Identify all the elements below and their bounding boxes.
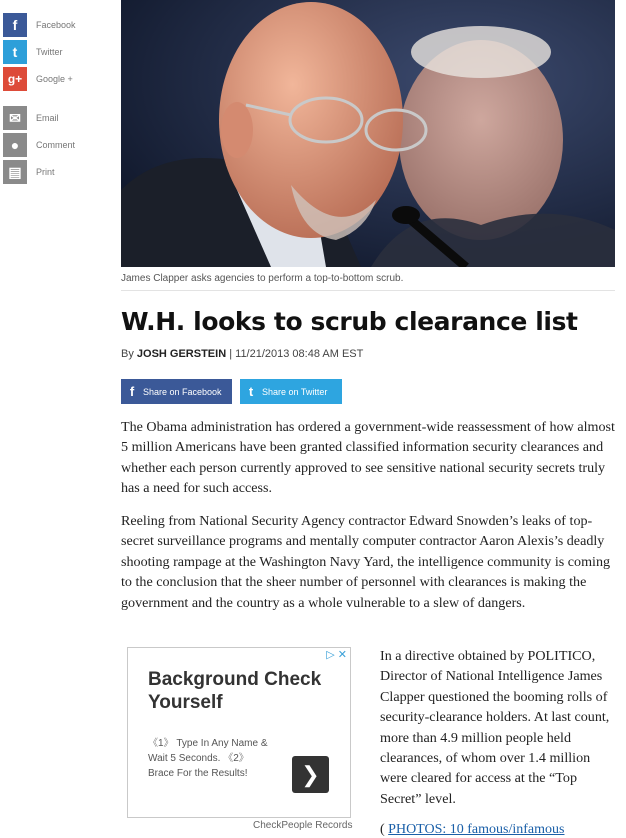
photo-illustration	[121, 0, 615, 267]
article-paragraph: In a directive obtained by POLITICO, Director of National Intelligence James Clapper questioned the booming rolls of security-clearance holders. At last count, more than 4.9 million people held clearances, of whom over 1.4 million were cleared for access at the “Top Secret” level.	[380, 648, 610, 807]
email-icon: ✉	[3, 106, 27, 130]
google-plus-icon: g+	[3, 67, 27, 91]
facebook-icon: f	[3, 13, 27, 37]
share-rail-facebook[interactable]	[3, 13, 76, 37]
share-rail-label: Print	[36, 167, 55, 177]
article-photo	[121, 0, 615, 267]
author-name[interactable]: JOSH GERSTEIN	[136, 348, 227, 360]
comment-icon: ●	[3, 133, 27, 157]
share-rail-google-plus[interactable]	[3, 67, 73, 91]
photos-link-text[interactable]: PHOTOS: 10 famous/infamous	[388, 822, 565, 837]
share-rail-comment[interactable]	[3, 133, 75, 157]
ad-source[interactable]: CheckPeople Records	[253, 820, 353, 831]
photo-caption: James Clapper asks agencies to perform a top-to-bottom scrub.	[121, 273, 615, 291]
share-twitter-label: Share on Twitter	[262, 386, 328, 397]
share-rail-twitter[interactable]	[3, 40, 63, 64]
ad-title[interactable]: Background Check Yourself	[148, 669, 322, 713]
article-paragraph: The Obama administration has ordered a government-wide reassessment of how almost 5 million Americans have been granted classified information security clearances and whether each person currently approved to see sensitive national security secrets truly has a need for such access.	[121, 419, 615, 497]
byline-prefix: By	[121, 348, 137, 360]
article-headline: W.H. looks to scrub clearance list	[121, 307, 578, 336]
share-rail-label: Facebook	[36, 20, 76, 30]
ad-arrow-button[interactable]: ❯	[292, 756, 329, 793]
publish-timestamp: 11/21/2013 08:48 AM EST	[235, 348, 364, 360]
share-rail-print[interactable]	[3, 160, 55, 184]
share-rail-label: Google +	[36, 74, 73, 84]
ad-choices-icon[interactable]: ▷ ✕	[326, 649, 347, 661]
share-on-twitter-button[interactable]	[240, 379, 342, 404]
related-photos-link[interactable]	[380, 822, 564, 838]
print-icon: ▤	[3, 160, 27, 184]
photos-link-prefix: (	[380, 822, 389, 837]
share-rail-email[interactable]	[3, 106, 59, 130]
article-paragraph: Reeling from National Security Agency contractor Edward Snowden’s leaks of top-secret surveillance programs and mentally computer contractor Aaron Alexis’s deadly shooting rampage at the Washington Navy Yard, the intelligence community is coming to the conclusion that the sheer number of personnel with clearances is making the government and the country as a whole vulnerable to a slew of dangers.	[121, 513, 611, 611]
share-rail-label: Email	[36, 113, 59, 123]
share-rail-label: Comment	[36, 140, 76, 150]
share-on-facebook-button[interactable]	[121, 379, 232, 404]
share-facebook-label: Share on Facebook	[143, 386, 222, 397]
facebook-icon: f	[129, 384, 135, 399]
twitter-icon: t	[248, 384, 254, 399]
twitter-icon: t	[3, 40, 27, 64]
byline-separator: |	[226, 348, 236, 360]
advertisement[interactable]	[127, 647, 351, 818]
byline	[121, 348, 363, 360]
ad-body: 《1》 Type In Any Name & Wait 5 Seconds. 《2》 Brace For the Results!	[148, 738, 268, 779]
share-rail-label: Twitter	[36, 47, 63, 57]
